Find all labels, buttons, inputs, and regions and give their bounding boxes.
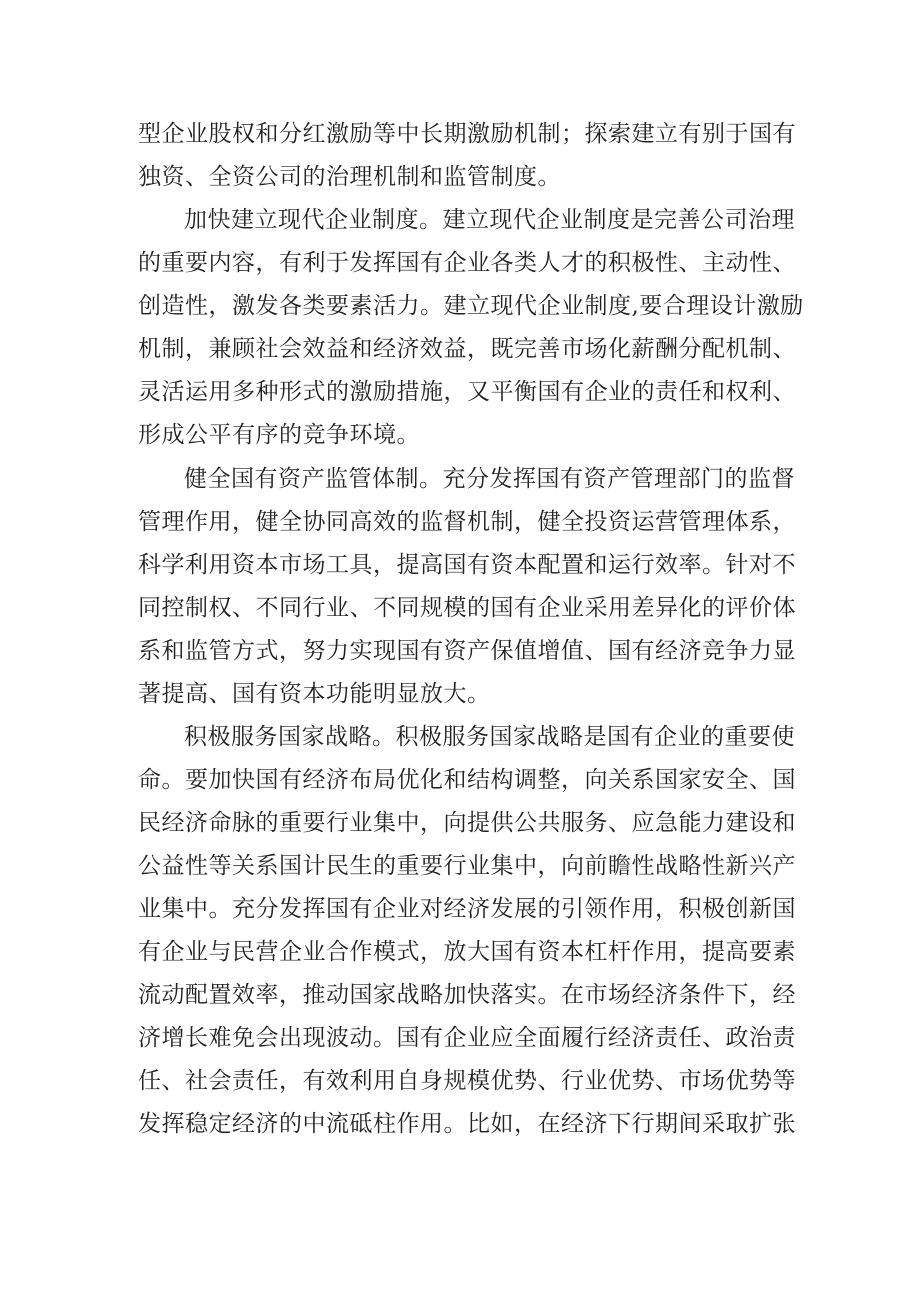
text-line: 命。要加快国有经济布局优化和结构调整，向关系国家安全、国: [138, 767, 796, 793]
text-line: 济增长难免会出现波动。国有企业应全面履行经济责任、政治责: [138, 1025, 796, 1051]
text-line: 流动配置效率，推动国家战略加快落实。在市场经济条件下，经: [138, 982, 796, 1008]
text-line: 加快建立现代企业制度。建立现代企业制度是完善公司治理: [184, 207, 795, 233]
text-line: 科学利用资本市场工具，提高国有资本配置和运行效率。针对不: [138, 552, 796, 578]
text-line: 健全国有资产监管体制。充分发挥国有资产管理部门的监督: [184, 466, 795, 492]
text-line: 公益性等关系国计民生的重要行业集中，向前瞻性战略性新兴产: [138, 853, 796, 879]
text-line: 的重要内容，有利于发挥国有企业各类人才的积极性、主动性、: [138, 250, 796, 276]
text-line: 业集中。充分发挥国有企业对经济发展的引领作用，积极创新国: [138, 896, 796, 922]
text-line: 任、社会责任，有效利用自身规模优势、行业优势、市场优势等: [138, 1068, 796, 1094]
text-line: 机制，兼顾社会效益和经济效益，既完善市场化薪酬分配机制、: [138, 336, 796, 362]
text-line: 民经济命脉的重要行业集中，向提供公共服务、应急能力建设和: [138, 810, 796, 836]
text-line: 著提高、国有资本功能明显放大。: [138, 681, 491, 707]
text-line: 型企业股权和分红激励等中长期激励机制；探索建立有别于国有: [138, 121, 796, 147]
text-line: 系和监管方式，努力实现国有资产保值增值、国有经济竞争力显: [138, 638, 796, 664]
text-line: 灵活运用多种形式的激励措施，又平衡国有企业的责任和权利、: [138, 379, 796, 405]
text-line: 发挥稳定经济的中流砥柱作用。比如，在经济下行期间采取扩张: [138, 1111, 796, 1137]
text-line: 积极服务国家战略。积极服务国家战略是国有企业的重要使: [184, 724, 795, 750]
text-line: 创造性，激发各类要素活力。建立现代企业制度,要合理设计激励: [138, 293, 804, 319]
text-line: 同控制权、不同行业、不同规模的国有企业采用差异化的评价体: [138, 595, 796, 621]
text-line: 管理作用，健全协同高效的监督机制，健全投资运营管理体系，: [138, 509, 796, 535]
text-line: 形成公平有序的竞争环境。: [138, 422, 420, 448]
text-line: 有企业与民营企业合作模式，放大国有资本杠杆作用，提高要素: [138, 939, 796, 965]
text-line: 独资、全资公司的治理机制和监管制度。: [138, 164, 561, 190]
